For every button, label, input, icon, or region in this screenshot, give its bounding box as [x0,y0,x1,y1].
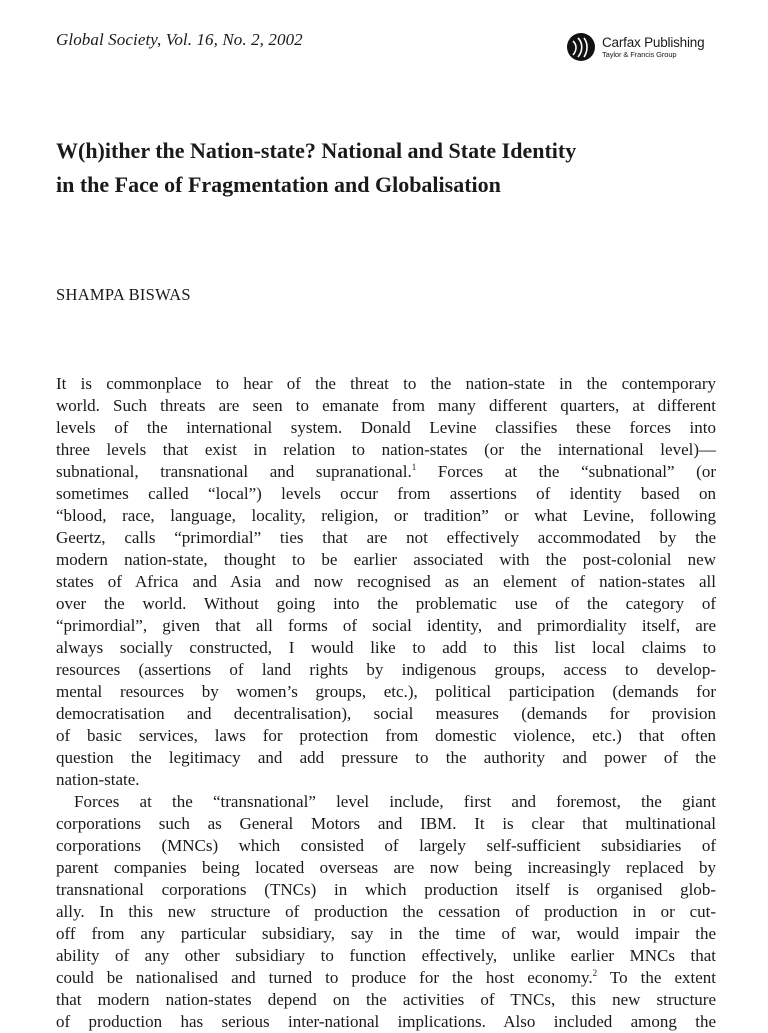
body-line: resources (assertions of land rights by indigenous groups, access to develop- [56,660,716,679]
body-line: world. Such threats are seen to emanate from many different quarters, at different [56,396,716,415]
body-text: could be nationalised and turned to produce for the host economy. [56,968,593,987]
body-line: off from any particular subsidiary, say in the time of war, would impair the [56,924,716,943]
body-line: “primordial”, given that all forms of social identity, and primordiality itself, are [56,616,716,635]
body-text: Forces at the “subnational” (or [416,462,716,481]
article-body [56,373,716,1033]
body-line: three levels that exist in relation to nation-states (or the international level)— [56,440,716,459]
title-line: W(h)ither the Nation-state? National and State Identity [56,138,577,163]
publisher-group: Taylor & Francis Group [602,50,677,59]
body-line: of production has serious inter-national implications. Also included among the [56,1012,716,1031]
body-line [56,461,716,483]
body-line: Geertz, calls “primordial” ties that are not effectively accommodated by the [56,528,716,547]
carfax-globe-logo-icon [566,32,596,62]
body-line: parent companies being located overseas are now being increasingly replaced by [56,858,716,877]
body-line: “blood, race, language, locality, religion, or tradition” or what Levine, following [56,506,716,525]
body-line: It is commonplace to hear of the threat to the nation-state in the contemporary [56,374,716,393]
paragraph-2 [56,791,716,1033]
publisher-block [566,32,704,62]
publisher-name: Carfax Publishing [602,35,705,50]
body-text: subnational, transnational and supranational. [56,462,412,481]
body-line: question the legitimacy and add pressure to the authority and power of the [56,748,716,767]
footnote-ref-2[interactable]: 2 [592,968,598,978]
article-title [56,134,726,202]
author-name: SHAMPA BISWAS [56,285,191,304]
title-line: in the Face of Fragmentation and Globalisation [56,172,501,197]
body-line: over the world. Without going into the problematic use of the category of [56,594,716,613]
body-line: ability of any other subsidiary to function effectively, unlike earlier MNCs that [56,946,716,965]
paragraph-1 [56,373,716,791]
journal-citation: Global Society, Vol. 16, No. 2, 2002 [56,30,303,49]
body-line: corporations (MNCs) which consisted of largely self-sufficient subsidiaries of [56,836,716,855]
body-line: that modern nation-states depend on the activities of TNCs, this new structure [56,990,716,1009]
body-line: democratisation and decentralisation), social measures (demands for provision [56,704,716,723]
body-line: of basic services, laws for protection from domestic violence, etc.) that often [56,726,716,745]
body-line: corporations such as General Motors and IBM. It is clear that multinational [56,814,716,833]
body-line: mental resources by women’s groups, etc.), political participation (demands for [56,682,716,701]
body-line: Forces at the “transnational” level include, first and foremost, the giant [74,792,716,811]
body-line: ally. In this new structure of production the cessation of production in or cut- [56,902,716,921]
body-line [56,967,716,989]
body-line: transnational corporations (TNCs) in which production itself is organised glob- [56,880,716,899]
body-line: levels of the international system. Donald Levine classifies these forces into [56,418,716,437]
body-line: sometimes called “local”) levels occur from assertions of identity based on [56,484,716,503]
body-line: states of Africa and Asia and now recognised as an element of nation-states all [56,572,716,591]
footnote-ref-1[interactable]: 1 [411,462,417,472]
body-line: nation-state. [56,770,140,789]
body-line: modern nation-state, thought to be earlier associated with the post-colonial new [56,550,716,569]
body-line: always socially constructed, I would like to add to this list local claims to [56,638,716,657]
body-text: To the extent [597,968,716,987]
